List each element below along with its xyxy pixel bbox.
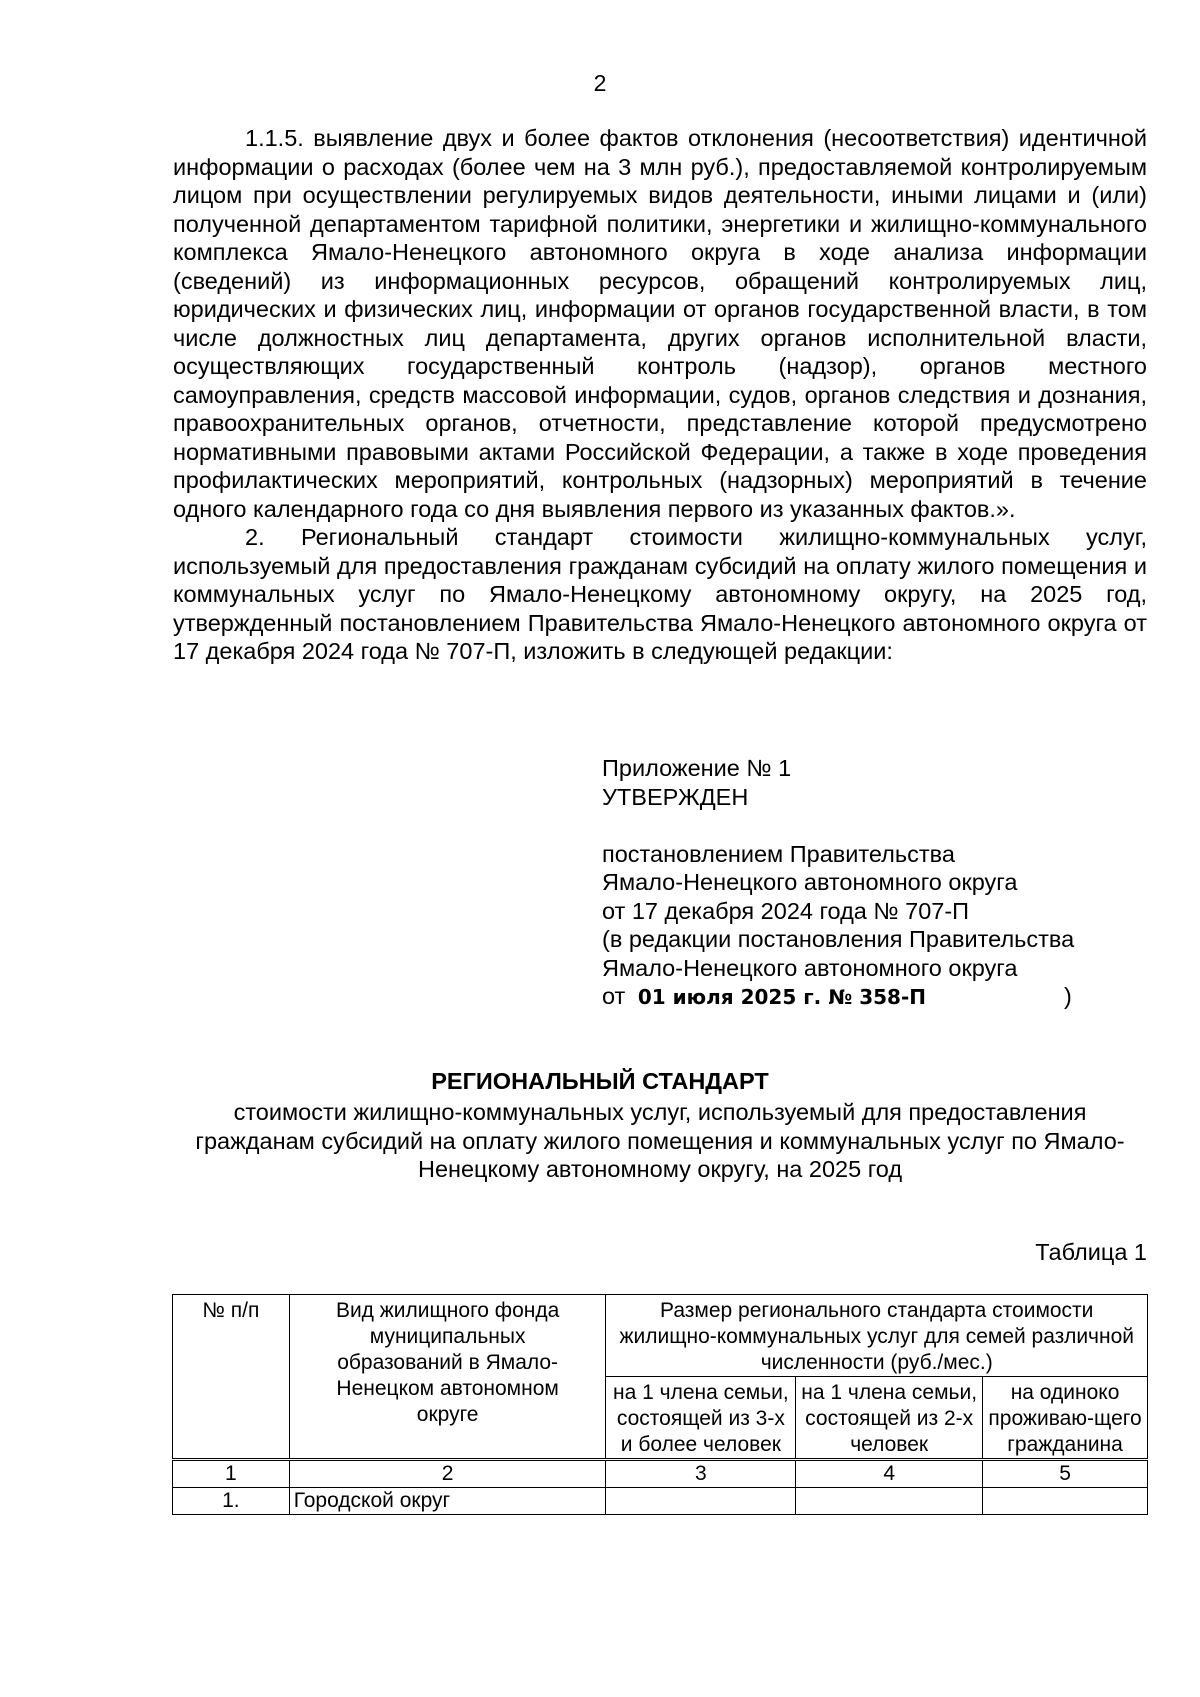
column-numbers-row xyxy=(173,1460,1148,1488)
approval-line-2: Ямало-Ненецкого автономного округа xyxy=(602,869,1018,895)
document-title: РЕГИОНАЛЬНЫЙ СТАНДАРТ xyxy=(431,1068,769,1094)
header-col-3: на 1 члена семьи, состоящей из 3-х и более человек xyxy=(606,1377,796,1460)
approval-line-3: от 17 декабря 2024 года № 707-П xyxy=(602,897,970,924)
paragraph-1-1-5: 1.1.5. выявление двух и более фактов отклонения (несоответствия) идентичной информации о расходах (более чем на 3 млн руб.), предоставляемой контролируемым лицом при осуществлении регулируемых видов деятельности, иными лицами и (или) полученной департаментом тарифной политики, энергетики и жилищно-коммунального комплекса Ямало-Ненецкого автономного округа в ходе анализа информации (сведений) из информационных ресурсов, обращений контролируемых лиц, юридических и физических лиц, информации от органов государственной власти, в том числе должностных лиц департамента, других органов исполнительной власти, осуществляющих государственный контроль (надзор), органов местного самоуправления, средств массовой информации, судов, органов следствия и дознания, правоохранительных органов, отчетности, представление которой предусмотрено нормативными правовыми актами Российской Федерации, а также в ходе проведения профилактических мероприятий, контрольных (надзорных) мероприятий в течение одного календарного года со дня выявления первого из указанных фактов.». xyxy=(173,125,1147,522)
approved-label: УТВЕРЖДЕН xyxy=(602,783,749,810)
standard-table xyxy=(172,1294,1148,1515)
paragraph-2: 2. Региональный стандарт стоимости жилищно-коммунальных услуг, используемый для предоставления гражданам субсидий на оплату жилого помещения и коммунальных услуг по Ямало-Ненецкому автономному округу, на 2025 год, утвержденный постановлением Правительства Ямало-Ненецкого автономного округа от 17 декабря 2024 года № 707-П, изложить в следующей редакции: xyxy=(173,524,1147,664)
table-caption: Таблица 1 xyxy=(1035,1239,1147,1265)
approval-line-1: постановлением Правительства xyxy=(602,840,955,867)
page-number: 2 xyxy=(593,70,607,96)
column-number: 3 xyxy=(606,1460,796,1488)
close-paren: ) xyxy=(1064,983,1072,1009)
approval-line-4: (в редакции постановления Правительства xyxy=(602,926,1075,952)
revision-date-number: 01 июля 2025 г. № 358-П xyxy=(637,985,927,1009)
column-number: 5 xyxy=(983,1460,1148,1488)
from-prefix: от xyxy=(602,983,626,1009)
column-number: 1 xyxy=(173,1460,290,1488)
column-number: 2 xyxy=(289,1460,606,1488)
table-row xyxy=(173,1488,1148,1515)
row-num: 1. xyxy=(173,1488,290,1515)
header-housing-type: Вид жилищного фонда муниципальных образований в Ямало-Ненецком автономном округе xyxy=(289,1295,606,1460)
document-subtitle: стоимости жилищно-коммунальных услуг, используемый для предоставления гражданам субсидий на оплату жилого помещения и коммунальных услуг по Ямало-Ненецкому автономному округу, на 2025 год xyxy=(195,1099,1125,1182)
header-num: № п/п xyxy=(173,1295,290,1460)
row-housing-type: Городской округ xyxy=(289,1488,606,1515)
row-col-4 xyxy=(796,1488,983,1515)
header-standard-size: Размер регионального стандарта стоимости жилищно-коммунальных услуг для семей различной численности (руб./мес.) xyxy=(606,1295,1148,1377)
header-col-5: на одиноко проживаю-щего гражданина xyxy=(983,1377,1148,1460)
approval-block xyxy=(602,754,1162,1012)
annex-label: Приложение № 1 xyxy=(602,755,792,781)
row-col-3 xyxy=(606,1488,796,1515)
body-text xyxy=(173,124,1147,666)
header-col-4: на 1 члена семьи, состоящей из 2-х человек xyxy=(796,1377,983,1460)
column-number: 4 xyxy=(796,1460,983,1488)
table-header-row xyxy=(173,1295,1148,1377)
row-col-5 xyxy=(983,1488,1148,1515)
approval-line-5: Ямало-Ненецкого автономного округа xyxy=(602,954,1018,981)
revision-line xyxy=(602,982,1162,1012)
